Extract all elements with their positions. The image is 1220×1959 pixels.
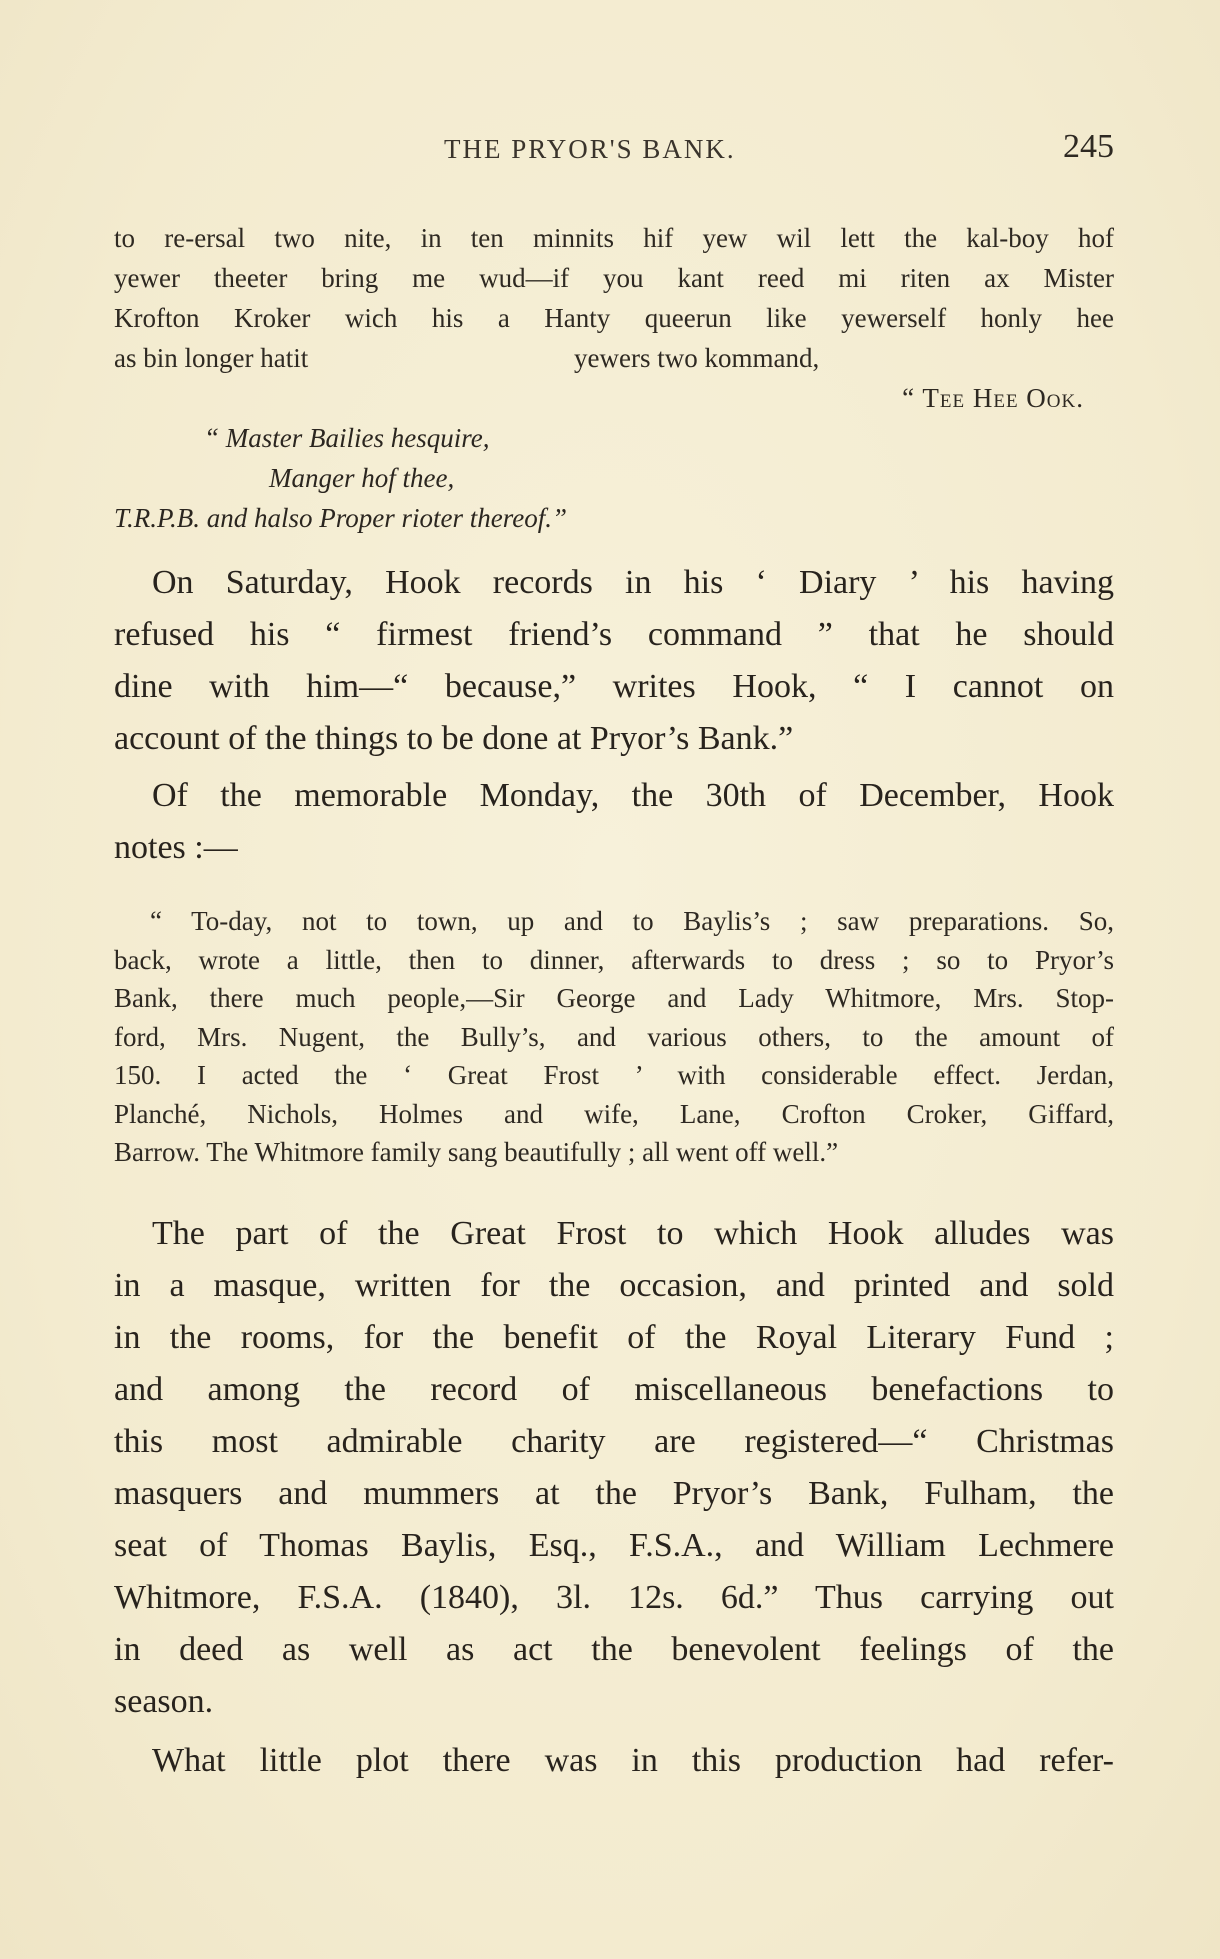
paragraph-line: refused his “ firmest friend’s command ” that he should	[114, 616, 1114, 653]
paragraph-plot	[114, 1735, 1114, 1787]
paragraph-line: in the rooms, for the benefit of the Royal Literary Fund ;	[114, 1319, 1114, 1356]
letter-line-right: yewers two kommand,	[574, 343, 820, 373]
quote-line: 150. I acted the ‘ Great Frost ’ with considerable effect. Jerdan,	[114, 1060, 1114, 1090]
paragraph-line: in a masque, written for the occasion, and printed and sold	[114, 1267, 1114, 1304]
quote-line: Bank, there much people,—Sir George and Lady Whitmore, Mrs. Stop-	[114, 983, 1114, 1013]
paragraph-line: On Saturday, Hook records in his ‘ Diary ’ his having	[152, 564, 1114, 601]
letter-address-line: “ Master Bailies hesquire,	[204, 423, 490, 453]
paragraph-line: masquers and mummers at the Pryor’s Bank, Fulham, the	[114, 1475, 1114, 1512]
quote-line: back, wrote a little, then to dinner, afterwards to dress ; so to Pryor’s	[114, 944, 1114, 975]
paragraph-line: Of the memorable Monday, the 30th of December, Hook	[152, 777, 1114, 814]
quote-line: Planché, Nichols, Holmes and wife, Lane, Crofton Croker, Giffard,	[114, 1098, 1114, 1129]
letter-line: Krofton Kroker wich his a Hanty queerun like yewerself honly hee	[114, 303, 1114, 333]
diary-quote	[114, 902, 1114, 1172]
paragraph-line: The part of the Great Frost to which Hook alludes was	[152, 1215, 1114, 1252]
letter-address-line: Manger hof thee,	[269, 463, 455, 493]
paragraph-line: season.	[114, 1683, 214, 1720]
letter-line	[114, 338, 1114, 378]
letter-line: to re-ersal two nite, in ten minnits hif yew wil lett the kal-boy hof	[114, 223, 1114, 253]
paragraph-saturday	[114, 557, 1114, 765]
letter-signature: “ Tee Hee Ook.	[902, 383, 1084, 413]
quote-line: “ To-day, not to town, up and to Baylis’s ; saw preparations. So,	[150, 906, 1114, 936]
paragraph-line: seat of Thomas Baylis, Esq., F.S.A., and William Lechmere	[114, 1527, 1114, 1564]
letter-excerpt	[114, 218, 1114, 538]
quote-line: Barrow. The Whitmore family sang beautifully ; all went off well.”	[114, 1137, 839, 1167]
letter-line-left: as bin longer hatit	[114, 343, 309, 373]
paragraph-line: Whitmore, F.S.A. (1840), 3l. 12s. 6d.” Thus carrying out	[114, 1579, 1114, 1616]
paragraph-line: account of the things to be done at Pryor’s Bank.”	[114, 720, 794, 757]
paragraph-line: in deed as well as act the benevolent feelings of the	[114, 1631, 1114, 1668]
paragraph-line: this most admirable charity are registered—“ Christmas	[114, 1423, 1114, 1460]
paragraph-great-frost	[114, 1208, 1114, 1728]
paragraph-line: notes :—	[114, 829, 238, 866]
paragraph-line: What little plot there was in this production had refer-	[152, 1742, 1114, 1779]
page-number: 245	[1063, 128, 1114, 165]
quote-line: ford, Mrs. Nugent, the Bully’s, and various others, to the amount of	[114, 1021, 1114, 1052]
running-title: THE PRYOR'S BANK.	[444, 134, 736, 164]
letter-address-line: T.R.P.B. and halso Proper rioter thereof.”	[114, 503, 568, 533]
paragraph-monday	[114, 770, 1114, 874]
page-header	[114, 128, 1114, 168]
paragraph-line: dine with him—“ because,” writes Hook, “ I cannot on	[114, 668, 1114, 705]
letter-line: yewer theeter bring me wud—if you kant reed mi riten ax Mister	[114, 263, 1114, 293]
paragraph-line: and among the record of miscellaneous benefactions to	[114, 1371, 1114, 1408]
